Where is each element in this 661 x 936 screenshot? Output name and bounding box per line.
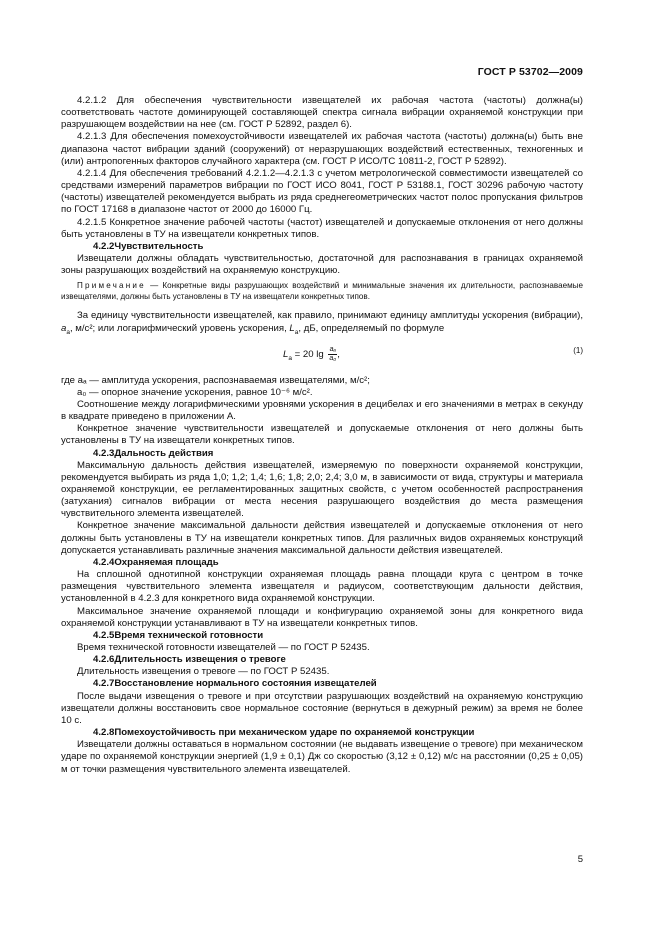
symbol-subscript: a [66,328,70,336]
section-heading-4-2-4 [61,557,583,569]
paragraph-4-2-2-b [61,310,583,338]
section-title: Восстановление нормального состояния извещателей [114,678,377,690]
note-text: — Конкретные виды разрушающих воздействий и минимальные значения их длительности, распознаваемые извещателями, должны быть установлены в ТУ на извещатели конкретных типов. [61,281,583,302]
formula-1 [61,339,583,375]
formula-definitions [61,375,583,399]
formula-expression [283,346,340,365]
definition-aa: где aₐ — амплитуда ускорения, распознаваемая извещателями, м/с²; [61,374,370,386]
text-run: , дБ, определяемый по формуле [298,322,445,334]
section-number: 4.2.6 [93,654,115,666]
section-heading-4-2-5 [61,630,583,642]
paragraph-4-2-1-3: 4.2.1.3 Для обеспечения помехоустойчивости извещателей их рабочая частота (частоты) должна(ы) быть вне диапазона частот вибрации зданий (сооружений) от неразрушающих воздействий естественных, техногенных и (или) антропогенных факторов случайного характера (см. ГОСТ Р ИСО/ТС 10811-2, ГОСТ Р 52892). [61,131,583,167]
section-heading-4-2-8 [61,727,583,739]
note [61,280,583,302]
section-heading-4-2-2 [61,241,583,253]
section-title: Охраняемая площадь [114,556,219,568]
section-number: 4.2.2 [93,240,115,252]
symbol-a: a [61,322,67,334]
symbol-L: L [289,322,295,334]
paragraph-4-2-4-b: Максимальное значение охраняемой площади и конфигурацию охраняемой зоны для конкретного вида охраняемой конструкции устанавливают в ТУ на извещатели конкретных типов. [61,605,583,629]
paragraph-4-2-6: Длительность извещения о тревоге — по ГОСТ Р 52435. [77,666,330,678]
paragraph-4-2-1-4: 4.2.1.4 Для обеспечения требований 4.2.1.2—4.2.1.3 с учетом метрологической совместимости извещателей со средствами измерений параметров вибрации по ГОСТ ИСО 8041, ГОСТ Р 53188.1, ГОСТ 30296 рабочую частоту (частоты) извещателей рекомендуется выбрать из ряда среднегеометрических частот полос пропускания фильтров по ГОСТ 17168 в диапазоне частот от 2000 до 16000 Гц. [61,167,583,216]
text-run: За единицу чувствительности извещателей, как правило, принимают единицу амплитуды ускорения (вибрации), [77,310,583,322]
section-title: Помехоустойчивость при механическом ударе по охраняемой конструкции [114,727,475,739]
text-run: , м/с²; или логарифмический уровень ускорения, [69,322,290,334]
paragraph-4-2-1-5: 4.2.1.5 Конкретное значение рабочей частоты (частот) извещателей и допускаемые отклонения от него должны быть установлены в ТУ на извещатели конкретных типов. [61,216,583,240]
fraction-denominator: a₀ [329,354,337,362]
formula-text: = 20 lg [291,348,327,360]
section-heading-4-2-3 [61,448,583,460]
formula-fraction [328,346,337,363]
paragraph-4-2-3-a: Максимальную дальность действия извещателей, измеряемую по поверхности охраняемой конструкции, рекомендуется выбирать из ряда 1,0; 1,2; 1,4; 1,6; 1,8; 2,0; 2,4; 3,0 м, в зависимости от вида, структуры и материала охраняемой конструкции, ее регламентированных защитных свойств, с учетом особенностей распространения (затухания) сигналов вибрации от места несения разрушающего воздействия до места размещения чувствительного элемента извещателей. [61,459,583,520]
formula-symbol: L [283,348,289,360]
section-number: 4.2.4 [93,556,115,568]
paragraph-4-2-8: Извещатели должны оставаться в нормальном состоянии (не выдавать извещение о тревоге) при механическом ударе по охраняемой конструкции энергией (1,9 ± 0,1) Дж со скоростью (3,12 ± 0,12) м/с на расстоянии (0,25 ± 0,05) м от точки размещения чувствительного элемента извещателей. [61,739,583,775]
paragraph-4-2-1-2: 4.2.1.2 Для обеспечения чувствительности извещателей их рабочая частота (частоты) должна(ы) соответствовать частоте доминирующей составляющей спектра сигнала вибрации охраняемой конструкции при разрушающем воздействии на нее (см. ГОСТ Р 52892, раздел 6). [61,95,583,131]
section-heading-4-2-7 [61,678,583,690]
section-number: 4.2.8 [93,727,115,739]
section-title: Длительность извещения о тревоге [114,654,286,666]
paragraph-4-2-4-a: На сплошной однотипной конструкции охраняемая площадь равна площади круга с центром в точке размещения чувствительного элемента извещателя и радиусом, соответствующим дальности действия, установленной в 4.2.3 для конкретного вида охраняемой конструкции. [61,569,583,605]
paragraph-4-2-2-c: Соотношение между логарифмическими уровнями ускорения в децибелах и его значениями в метрах в секунду в квадрате приведено в приложении А. [61,398,583,423]
section-title: Чувствительность [114,240,204,252]
paragraph-4-2-7: После выдачи извещения о тревоге и при отсутствии разрушающих воздействий на охраняемую конструкцию извещатели должны восстановить свое нормальное состояние (вернуться в дежурный режим) за время не более 10 с. [61,690,583,726]
paragraph-4-2-2-a: Извещатели должны обладать чувствительностью, достаточной для распознавания в границах охраняемой зоны разрушающих воздействий на охраняемую конструкцию. [61,253,583,277]
equation-number: (1) [573,345,583,355]
fraction-numerator: aₐ [329,345,336,353]
section-number: 4.2.5 [93,629,115,641]
document-header: ГОСТ Р 53702—2009 [477,66,583,78]
paragraph-4-2-5: Время технической готовности извещателей — по ГОСТ Р 52435. [77,642,370,653]
definition-a0: a₀ — опорное значение ускорения, равное 10⁻⁶ м/с². [77,386,313,398]
paragraph-4-2-3-b: Конкретное значение максимальной дальности действия извещателей и допускаемые отклонения от него должны быть установлены в ТУ на извещатели конкретных типов. Для различных видов охраняемых конструкций допускается устанавливать различные значения максимальной дальности действия извещателей. [61,520,583,556]
section-heading-4-2-6 [61,654,583,666]
page-body [61,95,583,776]
section-number: 4.2.3 [93,447,115,459]
section-number: 4.2.7 [93,678,115,690]
paragraph-4-2-2-d: Конкретное значение чувствительности извещателей и допускаемые отклонения от него должны быть установлены в ТУ на извещатели конкретных типов. [61,423,583,447]
formula-text: , [337,348,340,360]
formula-subscript: a [288,354,292,362]
note-label: Примечание [77,281,146,291]
section-title: Дальность действия [114,447,214,459]
section-title: Время технической готовности [114,629,264,641]
symbol-subscript: a [294,328,299,336]
page-number: 5 [577,854,583,865]
